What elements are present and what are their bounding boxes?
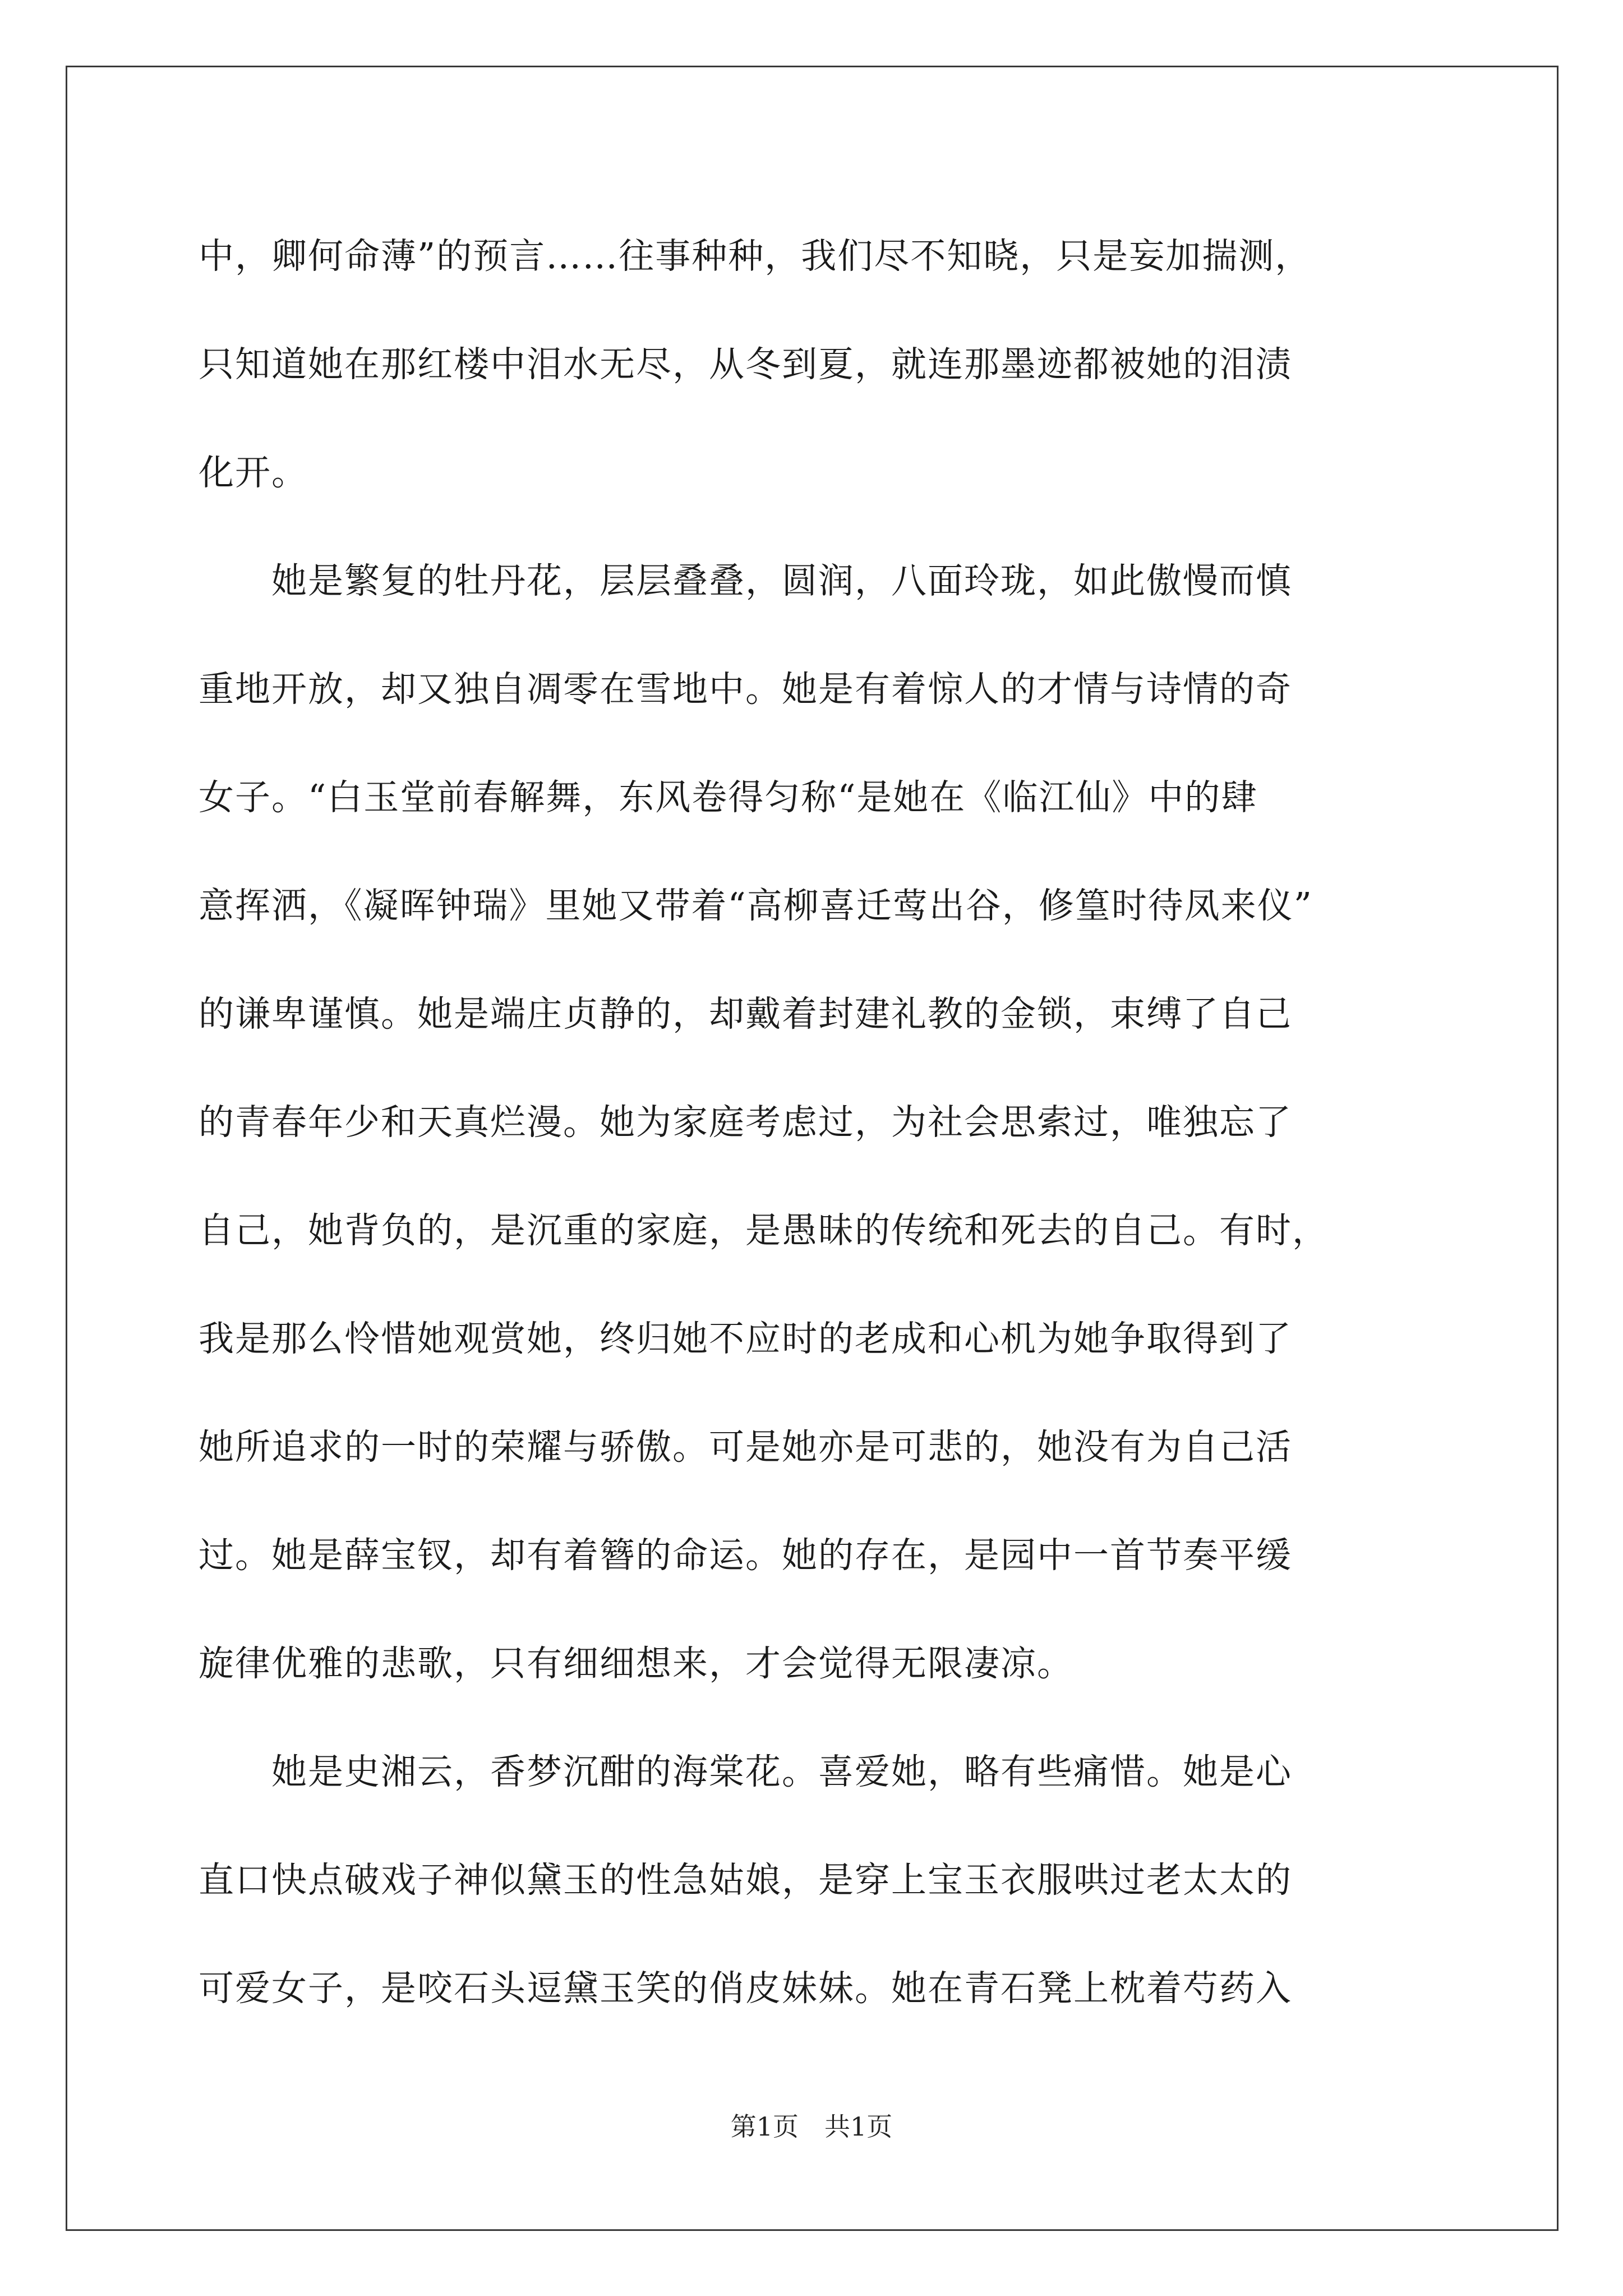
text-line: 过。她是薛宝钗，却有着簪的命运。她的存在，是园中一首节奏平缓 (199, 1535, 1292, 1576)
text-line: 她是史湘云，香梦沉酣的海棠花。喜爱她，略有些痛惜。她是心 (199, 1751, 1292, 1792)
text-line: 旋律优雅的悲歌，只有细细想来，才会觉得无限凄凉。 (199, 1643, 1073, 1684)
text-line: 她所追求的一时的荣耀与骄傲。可是她亦是可悲的，她没有为自己活 (199, 1427, 1292, 1467)
text-line: 女子。“白玉堂前春解舞，东风卷得匀称“是她在《临江仙》中的肆 (199, 777, 1258, 818)
text-line: 的谦卑谨慎。她是端庄贞静的，却戴着封建礼教的金锁，束缚了自己 (199, 993, 1292, 1034)
text-line: 化开。 (199, 452, 308, 493)
text-line: 重地开放，却又独自凋零在雪地中。她是有着惊人的才情与诗情的奇 (199, 669, 1292, 710)
page-number-footer: 第1页 共1页 (730, 2111, 893, 2142)
text-line: 我是那么怜惜她观赏她，终归她不应时的老成和心机为她争取得到了 (199, 1318, 1292, 1359)
text-line: 她是繁复的牡丹花，层层叠叠，圆润，八面玲珑，如此傲慢而慎 (199, 560, 1292, 601)
text-line: 中，卿何命薄”的预言……往事种种，我们尽不知晓，只是妄加揣测， (199, 236, 1312, 277)
text-line: 只知道她在那红楼中泪水无尽，从冬到夏，就连那墨迹都被她的泪渍 (199, 344, 1292, 385)
text-line: 自己，她背负的，是沉重的家庭，是愚昧的传统和死去的自己。有时， (199, 1210, 1329, 1251)
document-body (199, 202, 1432, 2042)
text-line: 直口快点破戏子神似黛玉的性急姑娘，是穿上宝玉衣服哄过老太太的 (199, 1860, 1292, 1901)
text-line: 的青春年少和天真烂漫。她为家庭考虑过，为社会思索过，唯独忘了 (199, 1102, 1292, 1143)
text-line: 可爱女子，是咬石头逗黛玉笑的俏皮妹妹。她在青石凳上枕着芍药入 (199, 1968, 1292, 2009)
text-line: 意挥洒，《凝晖钟瑞》里她又带着“高柳喜迁莺出谷，修篁时待凤来仪” (199, 885, 1313, 926)
